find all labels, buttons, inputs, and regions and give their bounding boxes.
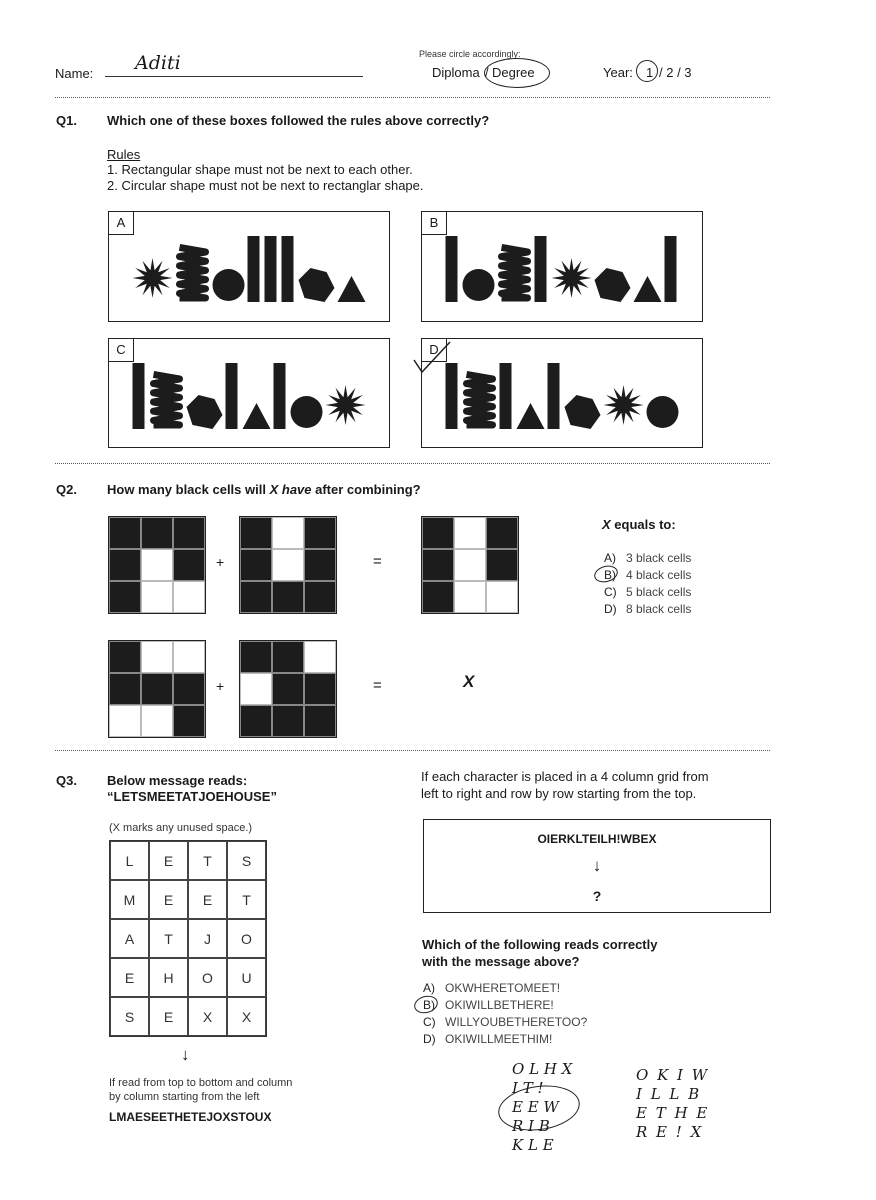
bar-shape [500,363,512,429]
q2-question-have: have [281,482,312,497]
year-label: Year: [603,65,633,80]
x-equals-heading [602,517,676,532]
black-cell [304,705,336,737]
white-cell [454,581,486,613]
degree-circle-mark [484,58,550,88]
option-letter: C) [604,585,617,599]
scratch-line: E T H E [636,1104,710,1122]
bar-shape [226,363,238,429]
q1-box-b [421,211,703,322]
read-note-2: by column starting from the left [109,1091,260,1103]
scribble-shape [154,374,180,425]
white-cell [173,581,205,613]
white-cell [272,517,304,549]
option-text: 8 black cells [626,602,692,616]
x-marks-note: (X marks any unused space.) [109,822,253,834]
grid-letter: O [188,958,227,997]
scratch-line: R E ! X [636,1123,704,1141]
q3-heading-2: “LETSMEETATJOEHOUSE” [107,789,277,804]
which-2: with the message above? [422,954,580,969]
circle-shape [213,269,245,301]
option-letter: D) [604,602,617,616]
checkmark-d [410,338,460,378]
white-cell [454,549,486,581]
black-cell [272,673,304,705]
year-rest: / 2 / 3 [659,65,692,80]
option-text: 3 black cells [626,551,692,565]
box-label: A [109,212,134,235]
black-cell [272,641,304,673]
equals-sign: = [373,677,382,694]
black-cell [240,641,272,673]
grid-letter: S [110,997,149,1036]
white-cell [141,641,173,673]
q2-option-c [604,585,691,599]
star-shape [133,258,173,298]
q2-number: Q2. [56,482,77,497]
name-label: Name: [55,66,94,81]
bar-shape [248,236,260,302]
grid-letter: H [149,958,188,997]
black-cell [240,517,272,549]
black-cell [240,581,272,613]
x-equals-rest: equals to: [610,517,676,532]
scratch-line: R I B [512,1117,550,1135]
black-cell [109,581,141,613]
option-slash: / [485,65,489,80]
white-cell [272,549,304,581]
q2-question-post: after combining? [311,482,421,497]
q3-answer-circle-mark [412,993,440,1016]
q1-box-a [108,211,390,322]
degree-option: Degree [492,65,535,80]
q3-option-c [423,1015,587,1029]
grid-rule-2: left to right and row by row starting from the top. [421,786,697,801]
star-shape [604,385,644,425]
black-cell [304,517,336,549]
which-1: Which of the following reads correctly [422,937,658,952]
star-shape [326,385,366,425]
circle-shape [463,269,495,301]
grid-letter: M [110,880,149,919]
black-cell [304,673,336,705]
q2-question-pre: How many black cells will [107,482,270,497]
bar-shape [274,363,286,429]
rule-2: 2. Circular shape must not be next to rectanglar shape. [107,178,424,193]
scratch-right [636,1066,709,1142]
box-label: D [422,339,447,362]
down-arrow: ↓ [181,1045,190,1064]
grid-letter: T [227,880,266,919]
scribble-shape [502,247,528,298]
q1-box-a-shapes [109,212,389,321]
grid-letter: E [188,880,227,919]
black-cell [173,549,205,581]
cipher-arrow: ↓ [592,856,602,875]
q2-grid-r1-b [239,516,337,614]
q1-question: Which one of these boxes followed the rules above correctly? [107,113,490,128]
option-letter: C) [423,1015,436,1029]
q2-question-x: X [269,482,279,497]
white-cell [141,581,173,613]
box-label: C [109,339,134,362]
star-shape [552,258,592,298]
white-cell [486,581,518,613]
q2-grid-r1-c [421,516,519,614]
black-cell [422,581,454,613]
q3-option-a [423,981,560,995]
bar-shape [548,363,560,429]
q3-number: Q3. [56,773,77,788]
divider-3 [55,750,770,751]
bar-shape [665,236,677,302]
bar-shape [535,236,547,302]
q1-box-c-shapes [109,339,389,447]
black-cell [141,673,173,705]
bar-shape [133,363,145,429]
triangle-shape [338,276,366,302]
scratch-line: I L L B [636,1085,702,1103]
grid-letter: X [188,997,227,1036]
scratch-line: K L E [512,1136,554,1154]
black-cell [272,581,304,613]
grid-letter: A [110,919,149,958]
x-equals-x: X [602,517,611,532]
q1-box-b-shapes [422,212,702,321]
year-1: 1 [646,65,654,80]
white-cell [141,549,173,581]
grid-letter: E [149,880,188,919]
circle-shape [291,396,323,428]
diploma-option: Diploma [432,65,480,80]
grid-letter: X [227,997,266,1036]
divider-1 [55,97,770,98]
black-cell [272,705,304,737]
rule-1: 1. Rectangular shape must not be next to each other. [107,162,413,177]
white-cell [240,673,272,705]
read-note-1: If read from top to bottom and column [109,1077,293,1089]
cipher-question: ? [592,888,602,904]
black-cell [422,517,454,549]
box-label: B [422,212,447,235]
black-cell [304,549,336,581]
white-cell [173,641,205,673]
circle-shape [647,396,679,428]
grid-letter: E [149,997,188,1036]
blob-shape [565,395,601,429]
black-cell [173,517,205,549]
grid-letter: E [110,958,149,997]
black-cell [422,549,454,581]
bar-shape [282,236,294,302]
black-cell [304,581,336,613]
grid-letter: U [227,958,266,997]
blob-shape [187,395,223,429]
option-letter: B) [604,568,616,582]
option-text: 4 black cells [626,568,692,582]
scratch-line: E E W [512,1098,559,1116]
option-letter: B) [423,998,435,1012]
q3-heading-1: Below message reads: [107,773,248,788]
read-result: LMAESEETHETEJOXSTOUX [109,1110,272,1124]
q2-option-d [604,602,691,616]
equals-sign: = [373,553,382,570]
year-circle-mark [636,60,658,82]
grid-letter: O [227,919,266,958]
q2-grid-r2-b [239,640,337,738]
circle-note: Please circle accordingly: [419,49,521,59]
triangle-shape [634,276,662,302]
black-cell [109,641,141,673]
rules-title: Rules [107,147,141,162]
name-underline [105,76,363,77]
option-letter: D) [423,1032,436,1046]
black-cell [141,517,173,549]
white-cell [109,705,141,737]
black-cell [486,517,518,549]
option-text: WILLYOUBETHERETOO? [445,1015,588,1029]
option-text: OKWHERETOMEET! [445,981,561,995]
white-cell [141,705,173,737]
triangle-shape [517,403,545,429]
q1-box-d [421,338,703,448]
plus-sign: + [216,678,225,694]
q2-grid-r2-a [108,640,206,738]
q1-box-c [108,338,390,448]
cipher-text: OIERKLTEILH!WBEX [537,832,657,846]
grid-letter: S [227,841,266,880]
divider-2 [55,463,770,464]
q1-box-d-shapes [422,339,702,447]
triangle-shape [243,403,271,429]
grid-rule-1: If each character is placed in a 4 column grid from [421,769,709,784]
bar-shape [446,236,458,302]
q3-option-b [423,998,554,1012]
q3-option-d [423,1032,552,1046]
q3-letter-grid [109,840,267,1037]
option-text: OKIWILLBETHERE! [445,998,554,1012]
scribble-shape [467,374,493,425]
grid-letter: L [110,841,149,880]
plus-sign: + [216,554,225,570]
bar-shape [265,236,277,302]
option-letter: A) [604,551,616,565]
cipher-box [423,819,771,913]
black-cell [109,549,141,581]
blob-shape [299,268,335,302]
q2-grid-r1-a [108,516,206,614]
q2-option-a [604,551,691,565]
q1-number: Q1. [56,113,77,128]
scratch-line: O L H X [512,1060,573,1078]
blob-shape [595,268,631,302]
option-text: 5 black cells [626,585,692,599]
black-cell [173,705,205,737]
black-cell [109,673,141,705]
grid-letter: T [149,919,188,958]
black-cell [173,673,205,705]
x-symbol: X [463,672,475,691]
black-cell [486,549,518,581]
black-cell [240,549,272,581]
option-text: OKIWILLMEETHIM! [445,1032,553,1046]
option-letter: A) [423,981,435,995]
name-value: Aditi [135,52,181,74]
grid-letter: T [188,841,227,880]
scribble-shape [180,247,206,298]
grid-letter: E [149,841,188,880]
white-cell [454,517,486,549]
white-cell [304,641,336,673]
black-cell [240,705,272,737]
grid-letter: J [188,919,227,958]
scratch-line: I T ! [512,1079,544,1097]
black-cell [109,517,141,549]
scratch-line: O K I W [636,1066,710,1084]
q2-question [107,482,421,497]
